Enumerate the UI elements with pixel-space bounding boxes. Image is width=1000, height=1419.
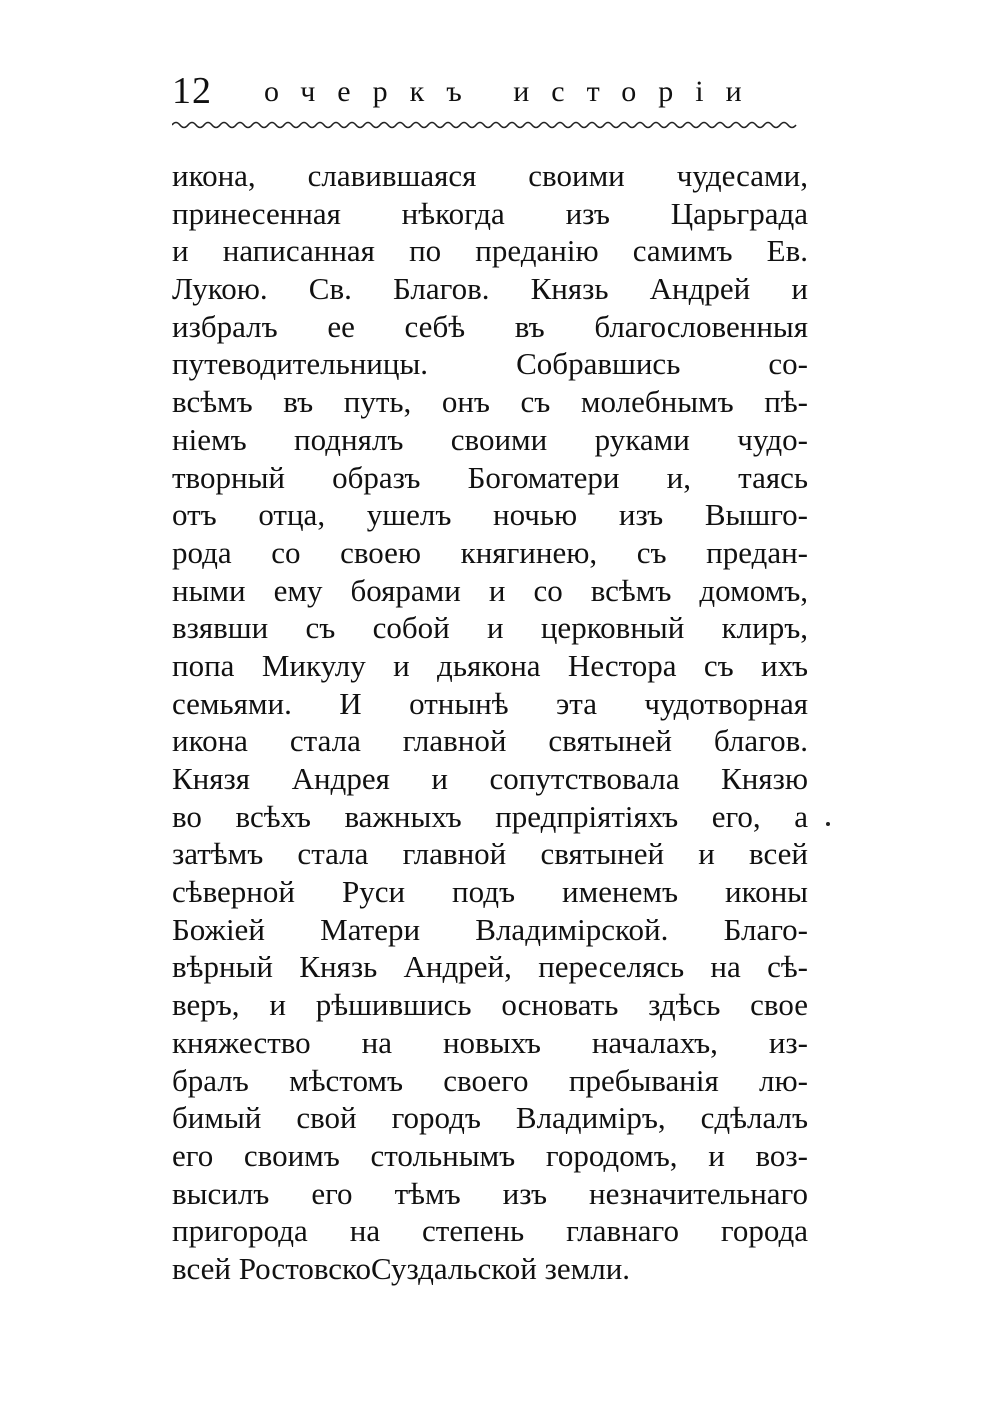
ornament-rule	[172, 118, 800, 132]
text-line: высилъ его тѣмъ изъ незначительнаго	[172, 1175, 808, 1211]
text-line: веръ, и рѣшившись основать здѣсь свое	[172, 987, 808, 1023]
text-line: и написанная по преданію самимъ Ев.	[172, 233, 808, 269]
text-line: принесенная нѣкогда изъ Царьграда	[172, 195, 808, 231]
text-line: попа Микулу и дьякона Нестора съ ихъ	[172, 647, 808, 683]
text-line: рода со своею княгинею, съ предан-	[172, 534, 808, 570]
text-line: затѣмъ стала главной святыней и всей	[172, 836, 808, 872]
text-line: бралъ мѣстомъ своего пребыванія лю-	[172, 1062, 808, 1098]
scan-speck	[826, 822, 830, 826]
text-line: Лукою. Св. Благов. Князь Андрей и	[172, 271, 808, 307]
text-line: отъ отца, ушелъ ночью изъ Вышго-	[172, 497, 808, 533]
body-text	[172, 157, 808, 1288]
text-line: путеводительницы. Собравшись со-	[172, 346, 808, 382]
text-line: семьями. И отнынѣ эта чудотворная	[172, 685, 808, 721]
text-line: творный образъ Богоматери и, таясь	[172, 459, 808, 495]
text-line: икона, славившаяся своими чудесами,	[172, 158, 808, 193]
text-line: княжество на новыхъ началахъ, из-	[172, 1024, 808, 1060]
text-line: всей РостовскоСуздальской земли.	[172, 1250, 631, 1286]
text-line: во всѣхъ важныхъ предпріятіяхъ его, а	[172, 798, 808, 834]
text-line: взявши съ собой и церковный клиръ,	[172, 610, 808, 646]
text-line: избралъ ее себѣ въ благословенныя	[172, 308, 808, 344]
page-number: 12	[172, 70, 212, 112]
text-line: ными ему боярами и со всѣмъ домомъ,	[172, 572, 808, 608]
text-line: его своимъ стольнымъ городомъ, и воз-	[172, 1137, 808, 1173]
text-line: вѣрный Князь Андрей, переселясь на сѣ-	[172, 949, 808, 985]
text-line: пригорода на степень главнаго города	[172, 1213, 808, 1249]
text-line: Князя Андрея и сопутствовала Князю	[172, 761, 808, 796]
text-line: икона стала главной святыней благов.	[172, 723, 808, 759]
text-line: Божіей Матери Владимірской. Благо-	[172, 911, 808, 947]
text-line: сѣверной Руси подъ именемъ иконы	[172, 874, 808, 910]
text-line: ніемъ поднялъ своими руками чудо-	[172, 421, 808, 457]
running-title: очеркъ исторіи	[264, 75, 764, 108]
text-line: бимый свой городъ Владиміръ, сдѣлалъ	[172, 1100, 808, 1136]
text-line: всѣмъ въ путь, онъ съ молебнымъ пѣ-	[172, 384, 808, 420]
running-head	[172, 66, 812, 116]
